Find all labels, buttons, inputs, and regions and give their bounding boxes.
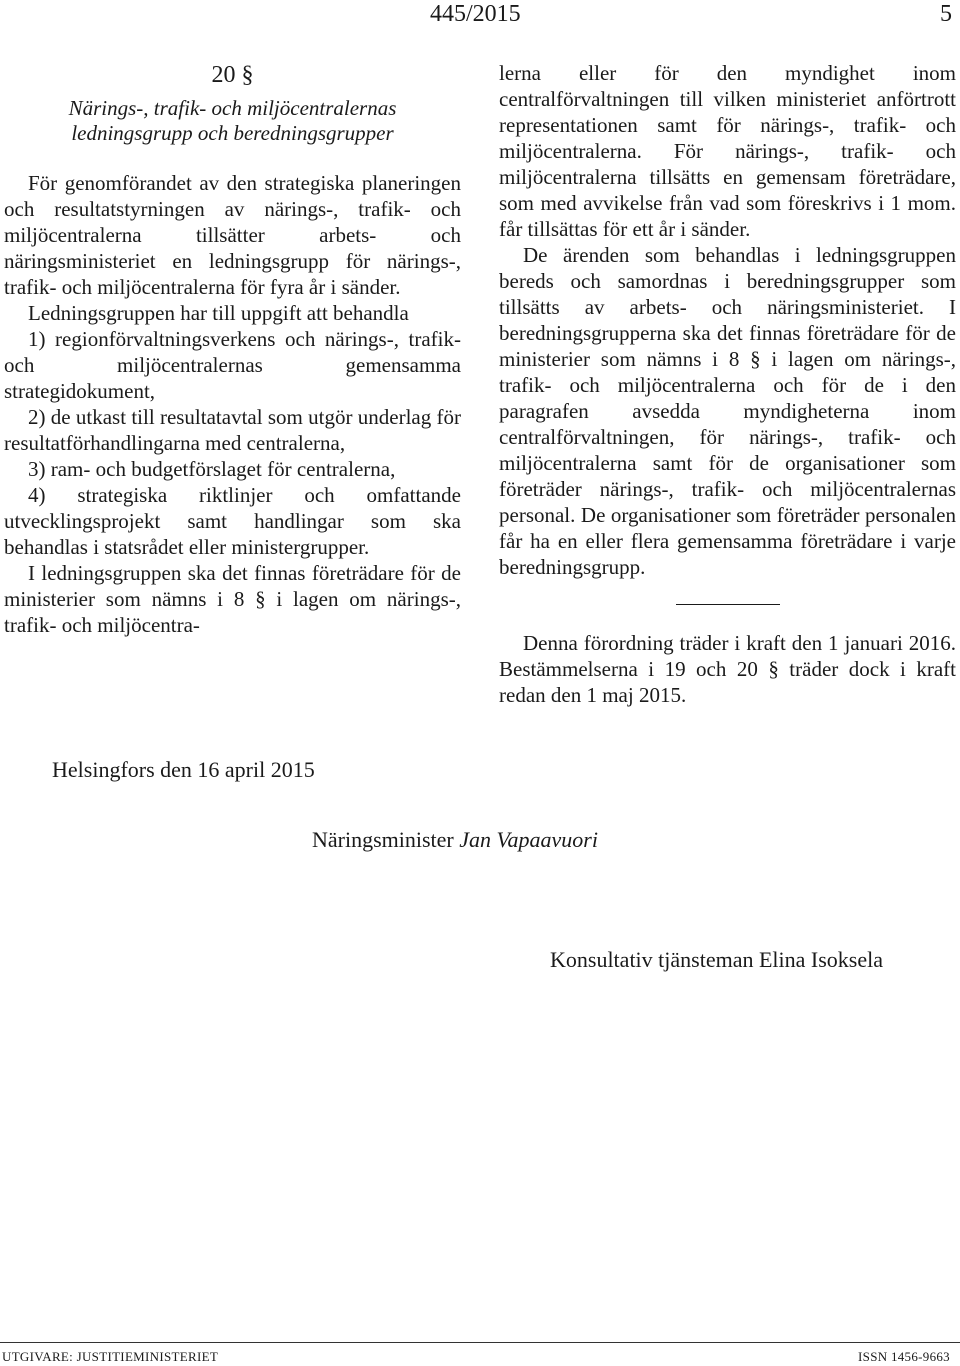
paragraph-continuation: lerna eller för den myndighet inom centralförvaltningen till vilken ministeriet anförtrott representationen samt för närings-, trafik- och miljöcentralerna. För närings-, trafik- och miljöcentralerna tillsätts en gemensam företrädare, som med avvikelse från vad som föreskrivs i 1 mom. får tillsättas för ett år i sänder.	[499, 61, 956, 241]
paragraph: Ledningsgruppen har till uppgift att behandla	[28, 301, 409, 325]
list-item: 2) de utkast till resultatavtal som utgör underlag för resultatförhandlingarna med centralerna,	[4, 405, 461, 455]
running-header	[0, 0, 960, 30]
paragraph: I ledningsgruppen ska det finnas företrädare för de ministerier som nämns i 8 § i lagen om närings-, trafik- och miljöcentra-	[4, 561, 461, 637]
paragraph: För genomförandet av den strategiska planeringen och resultatstyrningen av närings-, trafik- och miljöcentralerna tillsätter arbets- och näringsministeriet en ledningsgrupp för närings-, trafik- och miljöcentralerna för fyra år i sänder.	[4, 171, 461, 299]
footer-divider	[0, 1342, 960, 1343]
minister-title: Näringsminister	[312, 827, 454, 852]
issn-label: ISSN 1456-9663	[858, 1349, 950, 1364]
minister-signature	[312, 826, 598, 854]
right-column	[499, 60, 956, 708]
separator-rule	[676, 604, 780, 605]
section-title-line-1: Närings-, trafik- och miljöcentralernas	[68, 96, 397, 120]
paragraph: De ärenden som behandlas i ledningsgruppen bereds och samordnas i beredningsgrupper som tillsätts av arbets- och näringsministeriet. I beredningsgrupperna ska det finnas företrädare för de ministerier som nämns i 8 § i lagen om närings-, trafik- och miljöcentralerna och för de i den paragrafen avsedda myndigheterna inom centralförvaltningen, för närings-, trafik- och miljöcentralerna samt för de organisationer som företräder närings-, trafik- och miljöcentralernas personal. De organisationer som företräder personalen får ha en eller flera gemensamma företrädare i varje beredningsgrupp.	[499, 243, 956, 579]
section-title-line-2: ledningsgrupp och beredningsgrupper	[71, 121, 394, 145]
list-item: 4) strategiska riktlinjer och omfattande utvecklingsprojekt samt handlingar som ska behandlas i statsrådet eller ministergrupper.	[4, 483, 461, 559]
publisher-label: UTGIVARE: JUSTITIEMINISTERIET	[2, 1349, 219, 1364]
section-number: 20 §	[211, 62, 254, 88]
list-item: 3) ram- och budgetförslaget för centralerna,	[28, 457, 396, 481]
place-and-date: Helsingfors den 16 april 2015	[52, 757, 315, 782]
section-title	[4, 96, 461, 146]
list-item: 1) regionförvaltningsverkens och närings-, trafik- och miljöcentralernas gemensamma strategidokument,	[4, 327, 461, 403]
entry-into-force: Denna förordning träder i kraft den 1 januari 2016. Bestämmelserna i 19 och 20 § träder dock i kraft redan den 1 maj 2015.	[499, 631, 956, 707]
page-number: 5	[940, 1, 952, 27]
official-signature: Konsultativ tjänsteman Elina Isoksela	[550, 947, 883, 972]
left-column	[4, 60, 461, 638]
statute-number: 445/2015	[430, 1, 521, 27]
minister-name: Jan Vapaavuori	[459, 827, 598, 852]
